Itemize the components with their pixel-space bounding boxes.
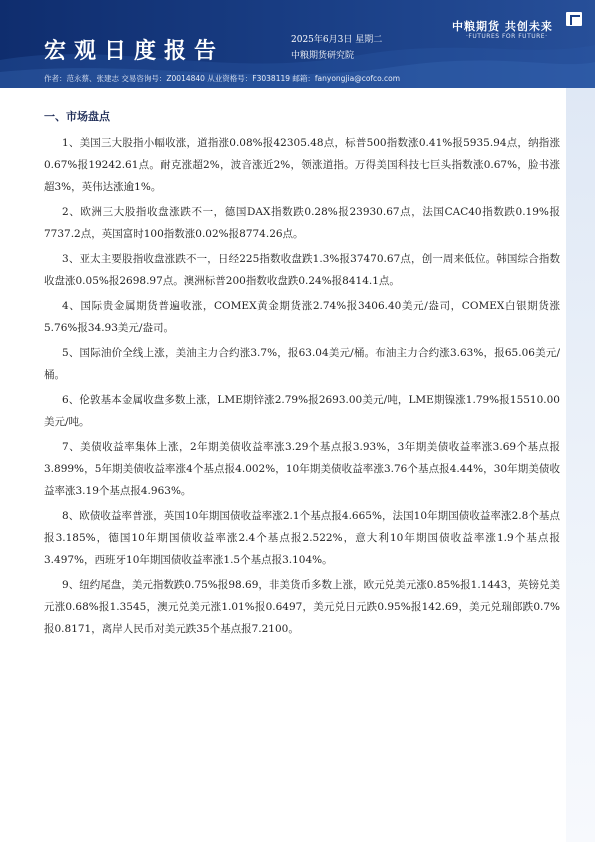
paragraph: 9、纽约尾盘，美元指数跌0.75%报98.69，非美货币多数上涨，欧元兑美元涨0.85%报1.1443，英镑兑美元涨0.68%报1.3545，澳元兑美元涨1.01%报0.6497，美元兑日元跌0.95%报142.69，美元兑瑞郎跌0.7%报0.8171，离岸人民币对美元跌35个基点报7.2100。 — [44, 579, 560, 635]
report-title: 宏观日度报告 — [44, 38, 225, 64]
paragraph: 2、欧洲三大股指收盘涨跌不一，德国DAX指数跌0.28%报23930.67点，法国CAC40指数跌0.19%报7737.2点，英国富时100指数涨0.02%报8774.26点。 — [44, 206, 560, 240]
paragraph: 1、美国三大股指小幅收涨，道指涨0.08%报42305.48点，标普500指数涨0.41%报5935.94点，纳指涨0.67%报19242.61点。耐克涨超2%，波音涨近2%，领涨道指。万得美国科技七巨头指数涨0.67%，脸书涨超3%，英伟达涨逾1%。 — [44, 137, 560, 193]
brand-slogan: 中粮期货 共创未来 — [452, 20, 553, 33]
section-title: 一、市场盘点 — [44, 110, 110, 123]
research-institute: 中粮期货研究院 — [291, 51, 355, 61]
paragraph: 5、国际油价全线上涨，美油主力合约涨3.7%，报63.04美元/桶。布油主力合约涨3.63%，报65.06美元/桶。 — [44, 347, 560, 381]
paragraph: 7、美债收益率集体上涨，2年期美债收益率涨3.29个基点报3.93%，3年期美债收益率涨3.69个基点报3.899%，5年期美债收益率涨4个基点报4.002%，10年期美债收益率涨3.76个基点报4.44%，30年期美债收益率涨3.19个基点报4.963%。 — [44, 441, 560, 497]
paragraph: 6、伦敦基本金属收盘多数上涨，LME期锌涨2.79%报2693.00美元/吨，LME期镍涨1.79%报15510.00美元/吨。 — [44, 394, 560, 428]
paragraph: 4、国际贵金属期货普遍收涨，COMEX黄金期货涨2.74%报3406.40美元/盎司，COMEX白银期货涨5.76%报34.93美元/盎司。 — [44, 300, 560, 334]
company-logo-icon — [566, 12, 582, 26]
side-decoration — [566, 88, 595, 842]
paragraph: 8、欧债收益率普涨，英国10年期国债收益率涨2.1个基点报4.665%，法国10年期国债收益率涨2.8个基点报3.185%，德国10年期国债收益率涨2.4个基点报2.522%，意大利10年期国债收益率涨1.9个基点报3.497%，西班牙10年期国债收益率涨1.5个基点报3.104%。 — [44, 510, 560, 566]
paragraph: 3、亚太主要股指收盘涨跌不一，日经225指数收盘跌1.3%报37470.67点，创一周来低位。韩国综合指数收盘涨0.05%报2698.97点。澳洲标普200指数收盘跌0.24%报8414.1点。 — [44, 253, 560, 287]
author-info: 作者：范永蔡、张建志 交易咨询号：Z0014840 从业资格号：F3038119 邮箱：fanyongjia@cofco.com — [44, 73, 401, 83]
report-header — [0, 0, 595, 88]
brand-slogan-english: ·FUTURES FOR FUTURE· — [466, 33, 548, 40]
report-date: 2025年6月3日 星期二 — [291, 35, 383, 45]
market-review-content — [44, 132, 560, 643]
